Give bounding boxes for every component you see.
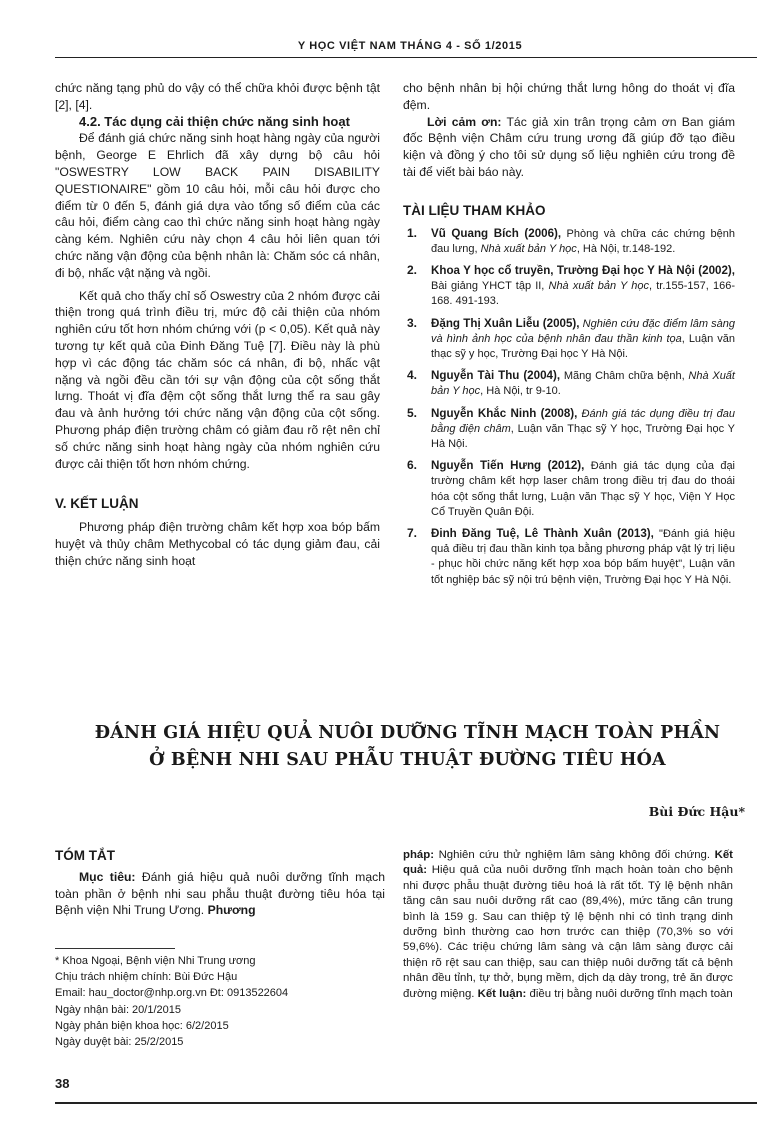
reference-author: Đinh Đăng Tuệ, Lê Thành Xuân (2013), bbox=[431, 527, 654, 541]
reference-item: 7. Đinh Đăng Tuệ, Lê Thành Xuân (2013), "Đánh giá hiệu quả điều trị đau thần kinh tọa bằng phương pháp vật lý trị liệu - phục hồi chức năng kết hợp xoa bóp bấm huyệt", Luận văn tốt nghiệp bác sỹ nội trú bệnh viện, Trường Đại học Y Hà Nội. bbox=[407, 526, 735, 586]
footnotes bbox=[55, 953, 395, 1050]
references-heading: TÀI LIỆU THAM KHẢO bbox=[403, 202, 546, 218]
para-oswestry-result: Kết quả cho thấy chỉ số Oswestry của 2 nhóm được cải thiện trong quá trình điều trị, mức độ cải thiện của nhóm nghiên cứu tốt hơn nhóm chứng với (p < 0,05). Kết quả này tương tự kết quả của Đinh Đăng Tuệ [7]. Điều này là phù hợp vì các động tác chăm sóc cá nhân, đi bộ, nhấc vật nặng và ngồi đều cần tới sự vận động của cột sống thắt lưng. Thoát vị đĩa đệm cột sống thắt lưng thể ra sau gây đau và ảnh hưởng tới chức năng vận động của cột sống. Phương pháp điện trường châm có giảm đau rõ rệt nên chỉ số chức năng sinh hoạt hàng ngày của nhóm nghiên cứu được cải thiện tốt hơn nhóm chứng. bbox=[55, 288, 380, 471]
header-rule bbox=[55, 57, 757, 58]
left-column-summary bbox=[55, 848, 385, 919]
reference-item: 2. Khoa Y học cổ truyền, Trường Đại học Y Hà Nội (2002), Bài giảng YHCT tập II, Nhà xuất bản Y học, tr.155-157, 166-168. 491-193. bbox=[407, 262, 735, 308]
acknowledgement-text: Tác giả xin trân trọng cảm ơn Ban giám đốc Bệnh viện Châm cứu trung ương đã giúp đỡ tạo điều kiện và đồng ý cho tôi sử dụng số liệu nghiên cứu trong đề tài để viết bài báo này. bbox=[403, 114, 735, 179]
section-v-heading: V. KẾT LUẬN bbox=[55, 496, 139, 512]
left-column-top bbox=[55, 80, 380, 570]
footnote-email: Email: hau_doctor@nhp.org.vn Đt: 0913522604 bbox=[55, 987, 289, 1000]
journal-running-header: Y HỌC VIỆT NAM THÁNG 4 - SỐ 1/2015 bbox=[297, 40, 523, 52]
method-label-part1: Phương bbox=[207, 903, 256, 918]
section-4-2-heading: 4.2. Tác dụng cải thiện chức năng sinh hoạt bbox=[79, 113, 350, 129]
footnote-received-date: Ngày nhận bài: 20/1/2015 bbox=[55, 1003, 181, 1016]
footnote-department: * Khoa Ngoại, Bệnh viện Nhi Trung ương bbox=[55, 955, 256, 967]
article-title-line-1: ĐÁNH GIÁ HIỆU QUẢ NUÔI DƯỠNG TĨNH MẠCH TOÀN PHẦN bbox=[94, 723, 721, 743]
article-author: Bùi Đức Hậu* bbox=[648, 804, 745, 819]
reference-author: Nguyễn Tiến Hưng (2012), bbox=[431, 459, 585, 473]
method-label-part2: pháp: bbox=[403, 849, 435, 861]
acknowledgement-label: Lời cảm ơn: bbox=[427, 114, 502, 129]
objective-text: Đánh giá hiệu quả nuôi dưỡng tĩnh mạch toàn phần ở bệnh nhi sau phẫu thuật đường tiêu hóa tại Bệnh viện Nhi Trung Ương. bbox=[55, 869, 385, 918]
objective-label: Mục tiêu: bbox=[79, 869, 136, 884]
method-text: Nghiên cứu thử nghiệm lâm sàng không đối chứng. bbox=[438, 849, 711, 861]
conclusion-label: Kết luận: bbox=[477, 987, 527, 1000]
reference-item: 3. Đặng Thị Xuân Liễu (2005), Nghiên cứu đặc điểm lâm sàng và hình ảnh học của bệnh nhân đau thần kinh tọa, Luận văn thạc sỹ y học, Trường Đại học Y Hà Nội. bbox=[407, 315, 735, 360]
right-column-summary bbox=[403, 848, 733, 1002]
para-oswestry-method: Để đánh giá chức năng sinh hoạt hàng ngày của người bệnh, George E Ehrlich đã xây dựng bộ câu hỏi "OSWESTRY LOW BACK PAIN DISABILITY QUESTIONAIRE" gồm 10 câu hỏi, mỗi câu hỏi được cho điểm từ 0 đến 5, đánh giá dựa vào tổng số điểm của các câu hỏi, điểm càng cao thì chức năng sinh hoạt hàng ngày càng kém. Nghiên cứu này chọn 4 câu hỏi liên quan tới chức năng vận động của bệnh nhân là: Chăm sóc cá nhân, đi bộ, nhấc vật nặng và ngồi. bbox=[55, 131, 380, 280]
para-conclusion: Phương pháp điện trường châm kết hợp xoa bóp bấm huyệt và thủy châm Methycobal có tác dụng giảm đau, cải thiện chức năng sinh hoạt bbox=[55, 520, 380, 568]
reference-author: Nguyễn Tài Thu (2004), bbox=[431, 369, 561, 383]
right-column-top bbox=[403, 80, 735, 594]
conclusion-text: điều trị bằng nuôi dưỡng tĩnh mạch toàn bbox=[529, 987, 733, 1000]
summary-method-result bbox=[403, 848, 733, 1002]
references-list bbox=[403, 226, 735, 588]
result-label: Kết quả: bbox=[403, 849, 733, 877]
reference-author: Đặng Thị Xuân Liễu (2005), bbox=[431, 316, 580, 330]
summary-heading: TÓM TẮT bbox=[55, 848, 115, 863]
para-continuation: cho bệnh nhân bị hội chứng thắt lưng hông do thoát vị đĩa đệm. bbox=[403, 81, 735, 112]
reference-item: 6. Nguyễn Tiến Hưng (2012), Đánh giá tác dụng của đại trường châm kết hợp laser châm trong điều trị đau do thoái hóa cột sống thắt lưng, Luận văn Thạc sỹ Y học, Viện Y Học Cổ Truyền Quân Đội. bbox=[407, 458, 736, 518]
acknowledgement bbox=[403, 114, 735, 181]
bottom-rule bbox=[55, 1102, 757, 1104]
reference-item: 5. Nguyễn Khắc Ninh (2008), Đánh giá tác dụng điều trị đau bằng điện châm, Luận văn Thạc sỹ Y học, Trường Đại học Y Hà Nội. bbox=[407, 405, 736, 451]
result-text: Hiệu quả của nuôi dưỡng tĩnh mạch hoàn toàn cho bệnh nhi được phẫu thuật đường tiêu hoá là rất tốt. Tỷ lệ bệnh nhân tăng cân sau nuôi dưỡng rất cao (89,4%), mức tăng cân trung bình là 159 g. Sau can thiệp tỷ lệ bệnh nhi có tình trạng dinh dưỡng bình thường cao hơn trước can thiệp (70,3% so với 59,6%). Các triệu chứng lâm sàng và cận lâm sàng được cải thiện rõ rệt sau can thiệp, sau can thiệp nuôi dưỡng tất cả bệnh nhân đều tỉnh, tự thở, bụng mềm, dịch dạ dày trong, trẻ ăn được đường miệng. bbox=[403, 864, 733, 1000]
reference-item: 1. Vũ Quang Bích (2006), Phòng và chữa các chứng bệnh đau lưng, Nhà xuất bản Y học, Hà Nội, tr.148-192. bbox=[407, 225, 735, 255]
reference-author: Vũ Quang Bích (2006), bbox=[431, 226, 562, 240]
article-title-line-2: Ở BỆNH NHI SAU PHẪU THUẬT ĐƯỜNG TIÊU HÓA bbox=[149, 750, 666, 770]
para-intro: chức năng tạng phủ do vậy có thể chữa khỏi được bệnh tật [2], [4]. bbox=[55, 81, 380, 112]
reference-author: Nguyễn Khắc Ninh (2008), bbox=[431, 406, 578, 420]
reference-author: Khoa Y học cổ truyền, Trường Đại học Y Hà Nội (2002), bbox=[431, 263, 735, 277]
reference-item: 4. Nguyễn Tài Thu (2004), Mãng Châm chữa bệnh, Nhà Xuất bản Y học, Hà Nội, tr 9-10. bbox=[407, 368, 735, 398]
footnote-responsible: Chịu trách nhiệm chính: Bùi Đức Hậu bbox=[55, 971, 238, 984]
footnote-review-date: Ngày phản biện khoa học: 6/2/2015 bbox=[55, 1019, 229, 1032]
summary-objective bbox=[55, 869, 385, 919]
page-number: 38 bbox=[55, 1076, 70, 1091]
footnote-accepted-date: Ngày duyệt bài: 25/2/2015 bbox=[55, 1036, 184, 1049]
article-title bbox=[60, 720, 755, 774]
footnote-rule bbox=[55, 948, 175, 949]
